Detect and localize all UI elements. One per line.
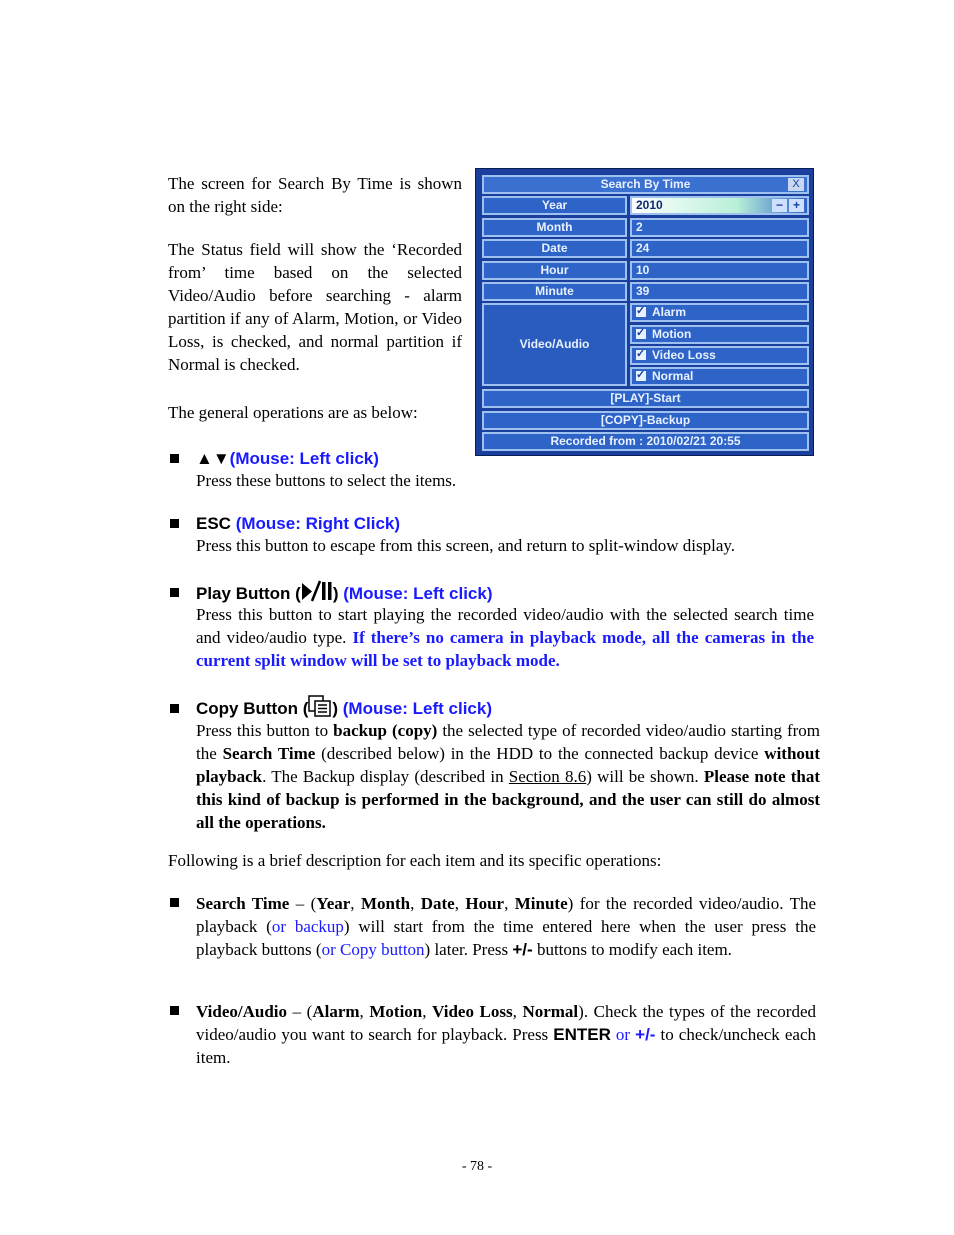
copy-t1: Press this button to (196, 721, 329, 740)
play-start-button[interactable]: [PLAY]-Start (482, 389, 809, 408)
search-time-t4: buttons to modify each item. (536, 940, 732, 959)
video-audio-dash: – ( (287, 1002, 313, 1021)
search-time-hour: Hour (465, 894, 505, 913)
copy-key-post: ) (332, 699, 339, 718)
search-time-or-backup: or backup (271, 917, 344, 936)
copy-t5: (described below) in the HDD to the connected backup device (321, 744, 759, 763)
copy-t9: ) will be shown. (586, 767, 699, 786)
op-arrows-mouse: (Mouse: Left click) (229, 449, 379, 468)
op-play-note: If there’s no camera in playback mode, all the cameras in the current split window will be set to playback mode. (196, 628, 815, 670)
intro-paragraph-2: The Status field will show the ‘Recorded from’ time based on the selected Video/Audio before searching - alarm partition if any of Alarm, Motion, or Video Loss, is checked, and normal partition if Normal is checked. (168, 240, 462, 374)
label-video-audio: Video/Audio (482, 303, 627, 386)
op-copy-mouse: (Mouse: Left click) (342, 699, 493, 718)
field-month[interactable]: 2 (630, 218, 809, 237)
video-audio-enter: ENTER (553, 1025, 611, 1044)
label-month: Month (482, 218, 627, 237)
checkbox-icon (636, 307, 646, 317)
op-arrows-heading (196, 448, 379, 470)
copy-key-pre: Copy Button ( (196, 699, 309, 718)
video-audio-video-loss: Video Loss (432, 1002, 513, 1021)
copy-t10: Please note that this kind of backup is performed in the background, and the user can still do almost all the operations. (196, 767, 820, 832)
check-normal[interactable] (630, 367, 809, 386)
item-search-time: Search Time – (Year, Month, Date, Hour, Minute) for the recorded video/audio. The playback (or backup) will start from the time entered here when the user press the playback buttons (or Copy button) later. Press +/- buttons to modify each item. (196, 894, 817, 959)
plus-button[interactable]: + (789, 199, 804, 212)
arrow-keys: ▲▼ (196, 449, 230, 468)
search-time-name: Search Time (196, 894, 290, 913)
label-year: Year (482, 196, 627, 215)
check-motion-label: Motion (652, 327, 692, 341)
search-time-t3: ) later. Press (424, 940, 509, 959)
op-arrows-desc: Press these buttons to select the items. (196, 471, 457, 490)
search-time-t1: ) for the recorded video/audio. The playback ( (196, 894, 817, 936)
video-audio-normal: Normal (522, 1002, 579, 1021)
video-audio-alarm: Alarm (312, 1002, 360, 1021)
search-time-dash: – ( (289, 894, 317, 913)
video-audio-t2: to check/uncheck each item. (196, 1025, 817, 1067)
esc-key: ESC (196, 514, 231, 533)
video-audio-t1: ). Check the types of the recorded video/audio you want to search for playback. Press (196, 1002, 816, 1044)
check-normal-label: Normal (652, 369, 694, 383)
op-esc-mouse: (Mouse: Right Click) (235, 514, 401, 533)
check-motion[interactable] (630, 325, 809, 344)
search-time-month: Month (360, 894, 411, 913)
search-by-time-screen (475, 168, 814, 456)
video-audio-motion: Motion (369, 1002, 423, 1021)
label-hour: Hour (482, 261, 627, 280)
checkbox-icon (636, 329, 646, 339)
video-audio-or: or (615, 1025, 631, 1044)
following-paragraph: Following is a brief description for each item and its specific operations: (168, 851, 662, 870)
checkbox-icon (636, 350, 646, 360)
bullet-icon (170, 898, 179, 907)
screen-title: Search By Time (482, 175, 809, 194)
search-time-date: Date (420, 894, 455, 913)
intro-paragraph-1: The screen for Search By Time is shown on the right side: (168, 174, 462, 216)
bullet-icon (170, 704, 179, 713)
label-date: Date (482, 239, 627, 258)
search-time-or-copy: or Copy button (321, 940, 425, 959)
field-date[interactable]: 24 (630, 239, 809, 258)
search-time-minute: Minute (514, 894, 568, 913)
op-play-desc-text: Press this button to start playing the recorded video/audio with the selected search time and video/audio type. (196, 605, 814, 647)
minus-button[interactable]: − (772, 199, 787, 212)
check-alarm-label: Alarm (652, 305, 687, 319)
close-icon[interactable]: X (788, 178, 804, 191)
recorded-from-status: Recorded from : 2010/02/21 20:55 (482, 432, 809, 451)
bullet-icon (170, 1006, 179, 1015)
field-year[interactable] (630, 196, 809, 215)
field-year-value: 2010 (636, 198, 663, 212)
op-play-desc (196, 603, 814, 672)
section-link[interactable]: Section 8.6 (508, 767, 587, 786)
bullet-icon (170, 588, 179, 597)
check-video-loss-label: Video Loss (652, 348, 716, 362)
op-esc-desc: Press this button to escape from this screen, and return to split-window display. (196, 536, 736, 555)
copy-t4: Search Time (222, 744, 316, 763)
copy-backup-button[interactable]: [COPY]-Backup (482, 411, 809, 430)
field-minute[interactable]: 39 (630, 282, 809, 301)
copy-t7: . The Backup display (described in (262, 767, 504, 786)
video-audio-name: Video/Audio (196, 1002, 288, 1021)
field-hour[interactable]: 10 (630, 261, 809, 280)
bullet-icon (170, 454, 179, 463)
page-number: - 78 - (461, 1159, 493, 1174)
checkbox-icon (636, 371, 646, 381)
item-video-audio: Video/Audio – (Alarm, Motion, Video Loss, Normal). Check the types of the recorded video/audio you want to search for playback. Press ENTER or +/- to check/uncheck each item. (196, 1002, 817, 1067)
video-audio-pm: +/- (635, 1025, 656, 1044)
copy-t6: without playback (196, 744, 821, 786)
play-key-post: ) (332, 584, 339, 603)
check-video-loss[interactable] (630, 346, 809, 365)
op-play-mouse: (Mouse: Left click) (343, 584, 493, 603)
copy-t2: backup (copy) (333, 721, 438, 740)
op-esc-heading (196, 513, 400, 535)
copy-t3: the selected type of recorded video/audio starting from the (196, 721, 821, 763)
op-copy-desc (196, 719, 820, 834)
label-minute: Minute (482, 282, 627, 301)
search-time-year: Year (316, 894, 351, 913)
search-time-t2: ) will start from the time entered here when the user press the playback buttons ( (196, 917, 816, 959)
check-alarm[interactable] (630, 303, 809, 322)
search-time-pm: +/- (512, 940, 533, 959)
play-key-pre: Play Button ( (196, 584, 301, 603)
intro-paragraph-3: The general operations are as below: (168, 403, 418, 422)
bullet-icon (170, 519, 179, 528)
